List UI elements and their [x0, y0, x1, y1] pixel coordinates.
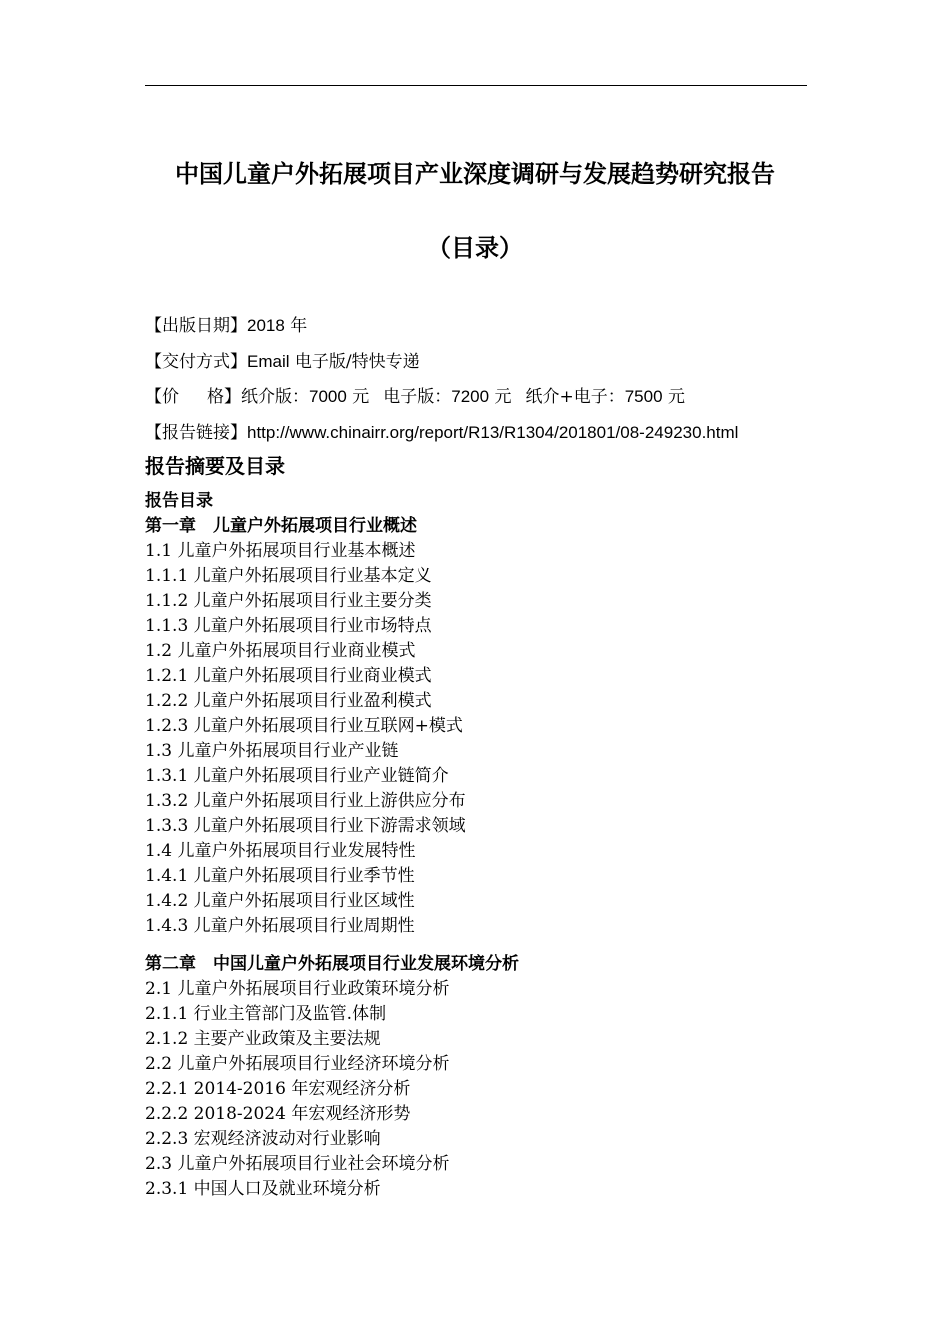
table-of-contents — [145, 489, 519, 1202]
price-combo-label: 纸介+电子： — [525, 387, 625, 407]
delivery-row — [145, 344, 738, 380]
toc-item: 2.3 儿童户外拓展项目行业社会环境分析 — [145, 1154, 450, 1174]
toc-item: 1.4.3 儿童户外拓展项目行业周期性 — [145, 916, 415, 936]
header-rule — [145, 85, 807, 86]
report-subtitle: （目录） — [427, 233, 523, 262]
toc-item: 1.3.3 儿童户外拓展项目行业下游需求领域 — [145, 816, 466, 836]
price-label-right: 格】 — [207, 387, 241, 407]
toc-heading: 报告目录 — [145, 491, 213, 511]
toc-item: 2.2.3 宏观经济波动对行业影响 — [145, 1129, 381, 1149]
price-yuan-2: 元 — [494, 387, 512, 407]
toc-item: 1.2 儿童户外拓展项目行业商业模式 — [145, 641, 416, 661]
toc-item: 1.1 儿童户外拓展项目行业基本概述 — [145, 541, 416, 561]
price-digital-value: 7200 — [451, 387, 490, 406]
delivery-value-latin: Email — [247, 351, 290, 371]
report-meta — [145, 308, 738, 450]
delivery-value: 电子版/特快专递 — [294, 351, 420, 372]
report-link[interactable]: http://www.chinairr.org/report/R13/R1304/201801/08-249230.html — [247, 422, 739, 442]
toc-item: 1.1.3 儿童户外拓展项目行业市场特点 — [145, 616, 432, 636]
toc-item: 2.1 儿童户外拓展项目行业政策环境分析 — [145, 979, 450, 999]
toc-item: 2.2.2 2018-2024 年宏观经济形势 — [145, 1104, 411, 1124]
publish-date-row — [145, 308, 738, 344]
price-paper-value: 7000 — [309, 387, 347, 406]
toc-item: 1.3.1 儿童户外拓展项目行业产业链简介 — [145, 766, 449, 786]
price-yuan-3: 元 — [667, 387, 685, 407]
toc-item: 1.4.2 儿童户外拓展项目行业区域性 — [145, 891, 415, 911]
toc-chapter-2-items — [145, 977, 519, 1202]
toc-item: 1.4 儿童户外拓展项目行业发展特性 — [145, 841, 416, 861]
toc-chapter-1: 第一章 儿童户外拓展项目行业概述 — [145, 516, 417, 536]
toc-item: 1.2.3 儿童户外拓展项目行业互联网+模式 — [145, 716, 463, 736]
toc-item: 1.1.2 儿童户外拓展项目行业主要分类 — [145, 591, 432, 611]
toc-item: 1.3.2 儿童户外拓展项目行业上游供应分布 — [145, 791, 466, 811]
report-link-label: 【报告链接】 — [145, 422, 247, 443]
toc-item: 1.2.2 儿童户外拓展项目行业盈利模式 — [145, 691, 432, 711]
summary-heading: 报告摘要及目录 — [145, 454, 285, 478]
delivery-label: 【交付方式】 — [145, 351, 247, 372]
report-title: 中国儿童户外拓展项目产业深度调研与发展趋势研究报告 — [175, 159, 775, 188]
price-paper-label: 纸介版： — [241, 387, 309, 407]
price-row — [145, 379, 738, 415]
price-digital-label: 电子版： — [383, 387, 452, 407]
price-combo-value: 7500 — [624, 387, 663, 406]
price-label-left: 【价 — [145, 387, 179, 407]
toc-item: 2.1.1 行业主管部门及监管.体制 — [145, 1004, 387, 1024]
toc-item: 2.3.1 中国人口及就业环境分析 — [145, 1179, 381, 1199]
report-link-row — [145, 415, 738, 451]
toc-item: 2.2.1 2014-2016 年宏观经济分析 — [145, 1079, 411, 1099]
publish-date-value: 2018 — [247, 316, 285, 335]
toc-item: 2.1.2 主要产业政策及主要法规 — [145, 1029, 381, 1049]
toc-item: 1.3 儿童户外拓展项目行业产业链 — [145, 741, 399, 761]
toc-item: 1.1.1 儿童户外拓展项目行业基本定义 — [145, 566, 432, 586]
toc-item: 1.2.1 儿童户外拓展项目行业商业模式 — [145, 666, 432, 686]
publish-date-label: 【出版日期】 — [145, 316, 247, 336]
toc-chapter-1-items — [145, 539, 519, 939]
publish-date-unit: 年 — [290, 316, 308, 336]
toc-item: 1.4.1 儿童户外拓展项目行业季节性 — [145, 866, 415, 886]
price-yuan-1: 元 — [352, 387, 370, 407]
toc-item: 2.2 儿童户外拓展项目行业经济环境分析 — [145, 1054, 450, 1074]
toc-chapter-2: 第二章 中国儿童户外拓展项目行业发展环境分析 — [145, 954, 519, 974]
